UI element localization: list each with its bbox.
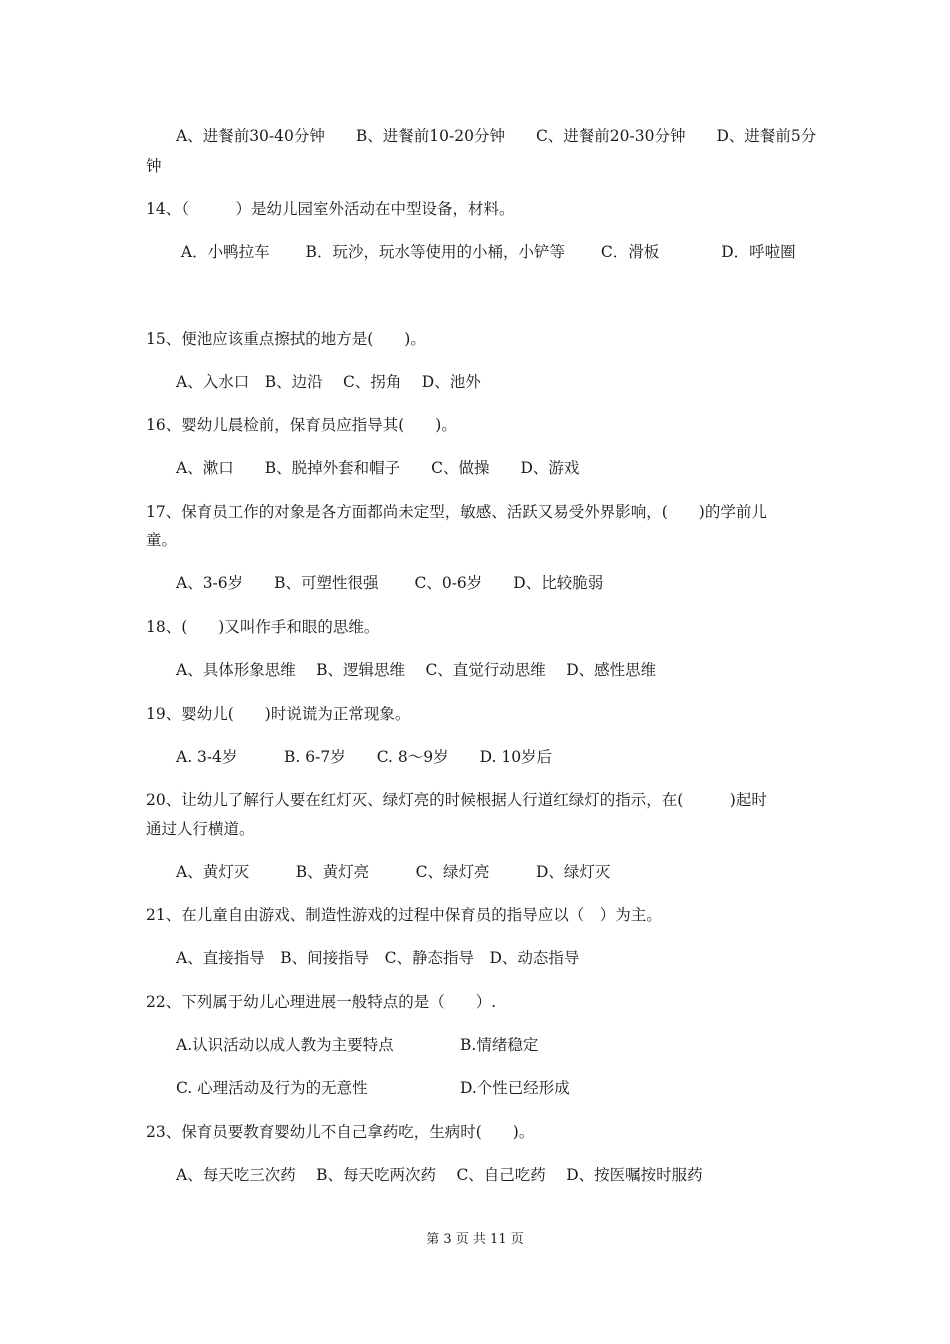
q19-stem: 19、婴幼儿( )时说谎为正常现象。	[146, 705, 411, 723]
q20-stem-wrap: 通过人行横道。	[146, 820, 255, 838]
q14-stem: 14、（ ）是幼儿园室外活动在中型设备，材料。	[146, 200, 515, 218]
q18-options: A、具体形象思维 B、逻辑思维 C、直觉行动思维 D、感性思维	[176, 661, 657, 679]
q22-option-a: A.认识活动以成人教为主要特点	[176, 1036, 394, 1054]
q22-stem: 22、下列属于幼儿心理进展一般特点的是（ ）.	[146, 993, 497, 1011]
q13-options-wrap: 钟	[146, 157, 162, 175]
q21-stem: 21、在儿童自由游戏、制造性游戏的过程中保育员的指导应以（ ）为主。	[146, 906, 662, 924]
q15-stem: 15、便池应该重点擦拭的地方是( )。	[146, 330, 426, 348]
q22-option-b: B.情绪稳定	[460, 1036, 539, 1054]
q17-options: A、3-6岁 B、可塑性很强 C、0-6岁 D、比较脆弱	[176, 574, 604, 592]
q20-stem: 20、让幼儿了解行人要在红灯灭、绿灯亮的时候根据人行道红绿灯的指示，在( )起时	[146, 791, 767, 809]
q23-options: A、每天吃三次药 B、每天吃两次药 C、自己吃药 D、按医嘱按时服药	[176, 1166, 703, 1184]
q17-stem-wrap: 童。	[146, 531, 178, 549]
q16-stem: 16、婴幼儿晨检前，保育员应指导其( )。	[146, 416, 457, 434]
q21-options: A、直接指导 B、间接指导 C、静态指导 D、动态指导	[176, 949, 580, 967]
q14-options: A．小鸭拉车 B．玩沙，玩水等使用的小桶，小铲等 C．滑板 D．呼啦圈	[176, 243, 796, 261]
q22-option-d: D.个性已经形成	[460, 1079, 570, 1097]
q23-stem: 23、保育员要教育婴幼儿不自己拿药吃，生病时( )。	[146, 1123, 535, 1141]
q20-options: A、黄灯灭 B、黄灯亮 C、绿灯亮 D、绿灯灭	[176, 863, 611, 881]
q18-stem: 18、( )又叫作手和眼的思维。	[146, 618, 380, 636]
q22-option-c: C. 心理活动及行为的无意性	[176, 1079, 368, 1097]
q13-options: A、进餐前30-40分钟 B、进餐前10-20分钟 C、进餐前20-30分钟 D、进餐前5分	[176, 127, 817, 145]
page-footer: 第 3 页 共 11 页	[426, 1232, 524, 1247]
q15-options: A、入水口 B、边沿 C、拐角 D、池外	[176, 373, 481, 391]
q17-stem: 17、保育员工作的对象是各方面都尚未定型，敏感、活跃又易受外界影响，( )的学前儿	[146, 503, 767, 521]
q16-options: A、漱口 B、脱掉外套和帽子 C、做操 D、游戏	[176, 459, 580, 477]
q19-options: A. 3-4岁 B. 6-7岁 C. 8～9岁 D. 10岁后	[176, 748, 553, 766]
